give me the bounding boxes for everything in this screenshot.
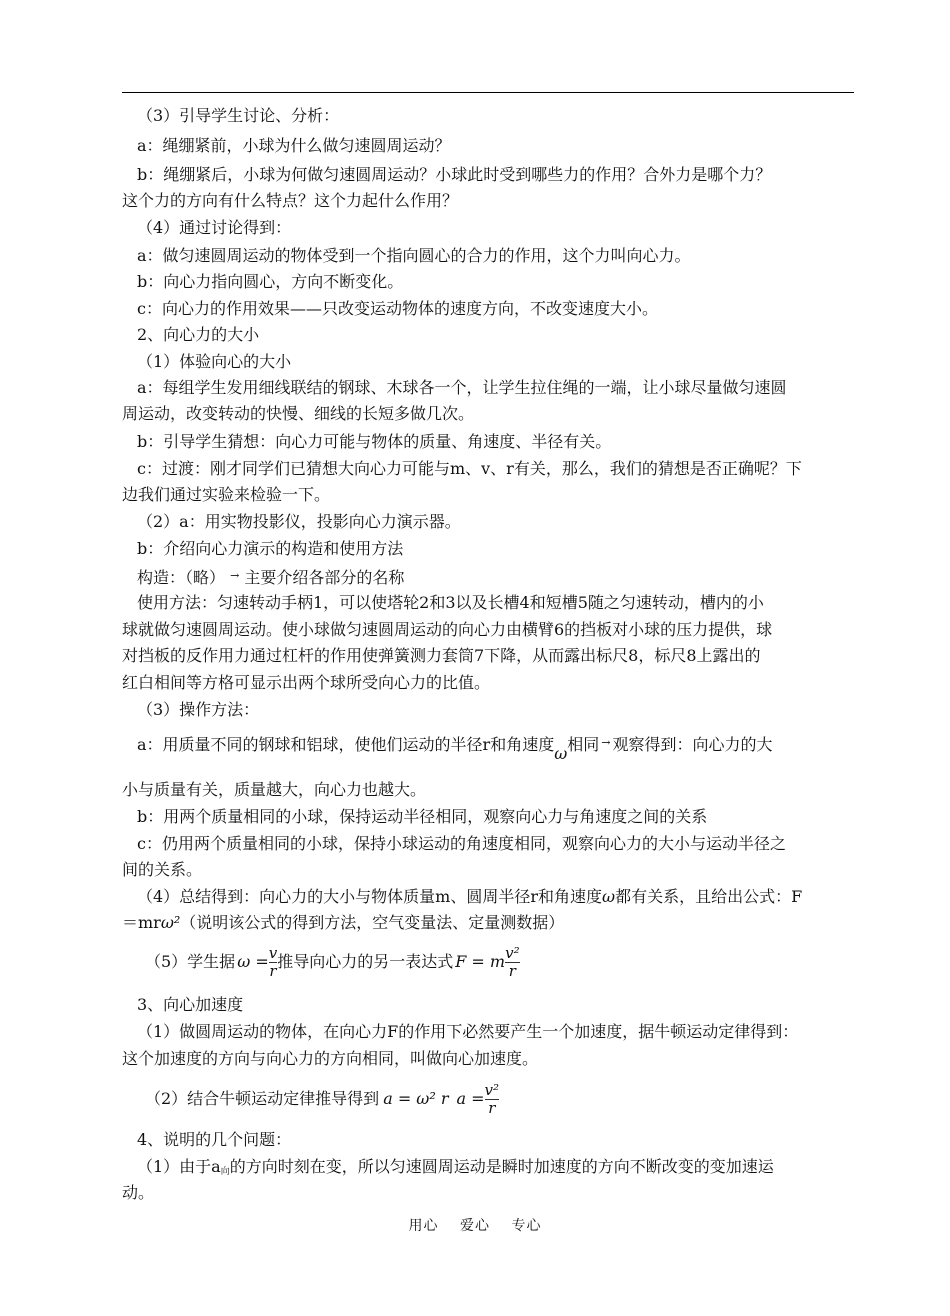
text-span: 推导向心力的另一表达式 (277, 952, 454, 971)
text-line: a：每组学生发用细线联结的钢球、木球各一个，让学生拉住绳的一端，让小球尽量做匀速圆 (137, 378, 787, 397)
text-span: （4）总结得到：向心力的大小与物体质量m、圆周半径r和角速度 (137, 887, 603, 906)
text-line: （1）体验向心的大小 (137, 352, 292, 371)
text-line: b：向心力指向圆心，方向不断变化。 (137, 272, 404, 291)
arrow-icon: → (230, 569, 240, 582)
text-line: （3）操作方法： (137, 700, 260, 719)
text-span: 都有关系，且给出公式：F (615, 887, 803, 906)
math-omega-squared: ω² (160, 913, 181, 932)
math-omega-equals: ω = (237, 952, 269, 971)
text-span: 的方向时刻在变，所以匀速圆周运动是瞬时加速度的方向不断改变的变加速运 (229, 1157, 774, 1176)
footer-item: 专心 (511, 1218, 542, 1234)
math-accel-formula-1: a = ω² r (383, 1089, 449, 1108)
text-span: （说明该公式的得到方法，空气变量法、定量测数据） (180, 913, 565, 932)
footer-item: 用心 (408, 1218, 439, 1234)
text-line: （3）引导学生讨论、分析： (137, 106, 340, 125)
text-line: a：做匀速圆周运动的物体受到一个指向圆心的合力的作用，这个力叫向心力。 (137, 246, 691, 265)
text-line: b：介绍向心力演示的构造和使用方法 (137, 539, 404, 558)
numerator: v (268, 944, 278, 962)
text-line: （1）做圆周运动的物体，在向心力F的作用下必然要产生一个加速度，据牛顿运动定律得到： (137, 1022, 799, 1041)
text-line: 间的关系。 (122, 860, 203, 879)
text-line: b：用两个质量相同的小球，保持运动半径相同，观察向心力与角速度之间的关系 (137, 807, 708, 826)
text-line (137, 887, 869, 907)
footer-item: 爱心 (460, 1218, 490, 1234)
math-force-equals: F = m (455, 952, 506, 971)
text-line (137, 733, 869, 764)
text-line: 小与质量有关，质量越大，向心力也越大。 (122, 780, 427, 799)
text-line: 使用方法：匀速转动手柄1，可以使塔轮2和3以及长槽4和短槽5随之匀速转动，槽内的小 (137, 593, 764, 612)
text-line: 球就做匀速圆周运动。使小球做匀速圆周运动的向心力由横臂6的挡板对小球的压力提供，球 (122, 620, 773, 639)
text-line: （2）a：用实物投影仪，投影向心力演示器。 (137, 512, 461, 531)
header-rule (122, 92, 854, 93)
denominator: r (505, 962, 520, 980)
text-line: 红白相间等方格可显示出两个球所受向心力的比值。 (122, 673, 491, 692)
text-line (145, 1082, 877, 1117)
section-heading: 4、说明的几个问题： (137, 1130, 292, 1149)
math-omega: ω (554, 744, 568, 763)
text-line: a：绳绷紧前，小球为什么做匀速圆周运动？ (137, 136, 451, 155)
text-line: b：绳绷紧后，小球为何做匀速圆周运动？小球此时受到哪些力的作用？合外力是哪个力？ (137, 165, 772, 184)
text-line: c：过渡：刚才同学们已猜想大向心力可能与m、v、r有关，那么，我们的猜想是否正确呢？下 (137, 459, 802, 478)
arrow-icon: → (601, 736, 611, 749)
text-line (122, 913, 854, 933)
fraction-v2-over-r (505, 945, 520, 980)
text-line: c：向心力的作用效果——只改变运动物体的速度方向，不改变速度大小。 (137, 299, 658, 318)
numerator: v² (505, 944, 520, 962)
text-line: 这个加速度的方向与向心力的方向相同，叫做向心加速度。 (122, 1049, 539, 1068)
text-line: 周运动，改变转动的快慢、细线的长短多做几次。 (122, 404, 475, 423)
section-heading: 2、向心力的大小 (137, 325, 260, 344)
text-line: （4）通过讨论得到： (137, 218, 292, 237)
math-omega: ω (602, 887, 616, 906)
section-heading: 3、向心加速度 (137, 995, 244, 1014)
text-line (137, 1157, 869, 1182)
fraction-v-over-r (269, 945, 277, 980)
math-accel-equals: a = (456, 1089, 485, 1108)
text-span: 观察得到：向心力的大 (612, 735, 773, 754)
text-span: 相同 (567, 735, 600, 754)
text-line: 这个力的方向有什么特点？这个力起什么作用？ (122, 191, 459, 210)
text-span: 构造：（略） (137, 568, 226, 587)
text-line: b：引导学生猜想：向心力可能与物体的质量、角速度、半径有关。 (137, 432, 612, 451)
fraction-v2-over-r (485, 1082, 500, 1117)
text-span: 主要介绍各部分的名称 (244, 568, 405, 587)
denominator: r (485, 1099, 500, 1117)
text-span: a：用质量不同的钢球和铝球，使他们运动的半径r和角速度 (137, 735, 555, 754)
numerator: v² (484, 1081, 500, 1099)
text-line: 动。 (122, 1183, 155, 1202)
text-span: ＝mr (122, 913, 161, 932)
text-line: 边我们通过实验来检验一下。 (122, 485, 331, 504)
page-footer (0, 1215, 950, 1235)
text-line: 对挡板的反作用力通过杠杆的作用使弹簧测力套筒7下降，从而露出标尺8，标尺8上露出的 (122, 646, 761, 665)
text-span: （5）学生据 (145, 952, 236, 971)
text-line: c：仍用两个质量相同的小球，保持小球运动的角速度相同，观察向心力的大小与运动半径之 (137, 834, 786, 853)
text-line (145, 945, 877, 980)
text-span: （2）结合牛顿运动定律推导得到 (145, 1089, 380, 1108)
text-line (137, 566, 869, 588)
subscript: 向 (220, 1167, 230, 1177)
denominator: r (269, 962, 277, 980)
text-span: （1）由于a (137, 1157, 221, 1176)
